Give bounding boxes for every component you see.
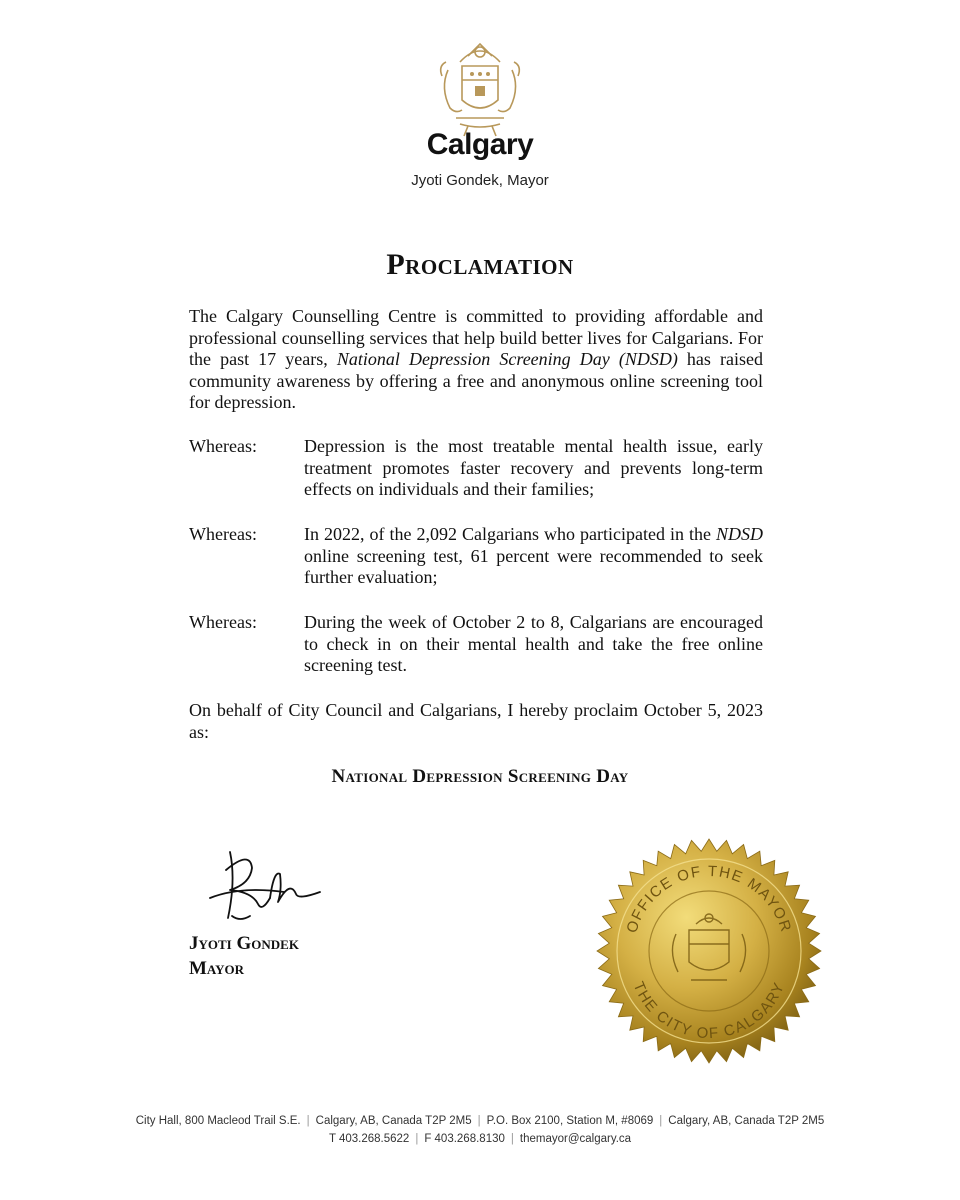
proclamation-statement: On behalf of City Council and Calgarians, I hereby proclaim October 5, 2023 as: (189, 700, 763, 742)
handwritten-signature-icon (200, 840, 330, 930)
signatory-title: Mayor (189, 958, 245, 979)
intro-text-2: has raised community awareness by offering a free and anonymous online screening tool for depression. (189, 349, 764, 413)
footer-po-address: Calgary, AB, Canada T2P 2M5 (668, 1115, 825, 1127)
whereas-text-before: In 2022, of the 2,092 Calgarians who participated in the (304, 524, 716, 544)
whereas-label: Whereas: (189, 612, 257, 632)
whereas-label: Whereas: (189, 524, 257, 544)
seal-bottom-text: THE CITY OF CALGARY (629, 979, 789, 1043)
footer-contact-line: T 403.268.5622 | F 403.268.8130 | themayor@calgary.ca (328, 1133, 632, 1145)
intro-text-1: The Calgary Counselling Centre is committed to providing affordable and professional counselling services that help build better lives for Calgarians. For the past 17 years, (189, 306, 763, 370)
intro-text-italic: National Depression Screening Day (NDSD) (336, 349, 678, 370)
whereas-text-italic: NDSD (715, 524, 763, 544)
gold-seal-icon (596, 838, 822, 1064)
signatory-name: Jyoti Gondek (189, 933, 299, 954)
seal-top-text: OFFICE OF THE MAYOR (623, 862, 795, 936)
calgary-coat-of-arms-icon (420, 30, 540, 140)
footer-city-address: Calgary, AB, Canada T2P 2M5 (315, 1115, 472, 1127)
whereas-label: Whereas: (189, 436, 257, 456)
footer-fax: F 403.268.8130 (424, 1133, 505, 1145)
whereas-text: Depression is the most treatable mental health issue, early treatment promotes faster recovery and prevents long-term effects on individuals and their families; (304, 436, 763, 500)
footer-phone: T 403.268.5622 (328, 1133, 410, 1145)
whereas-text: During the week of October 2 to 8, Calgarians are encouraged to check in on their mental health and take the free online screening test. (304, 612, 763, 676)
document-title: Proclamation (386, 248, 574, 281)
footer-po-box: P.O. Box 2100, Station M, #8069 (486, 1115, 654, 1127)
footer-address-line: City Hall, 800 Macleod Trail S.E. | Calgary, AB, Canada T2P 2M5 | P.O. Box 2100, Station M, #8069 | Calgary, AB, Canada T2P 2M5 (135, 1115, 825, 1127)
whereas-text-after: online screening test, 61 percent were recommended to seek further evaluation; (304, 545, 763, 588)
mayor-line: Jyoti Gondek, Mayor (411, 172, 549, 189)
whereas-text (304, 524, 763, 589)
intro-paragraph (189, 306, 763, 414)
city-name: Calgary (426, 128, 534, 161)
footer-city-hall: City Hall, 800 Macleod Trail S.E. (135, 1115, 301, 1127)
footer-email-link[interactable]: themayor@calgary.ca (519, 1133, 632, 1145)
proclaimed-day-name: National Depression Screening Day (331, 766, 629, 787)
